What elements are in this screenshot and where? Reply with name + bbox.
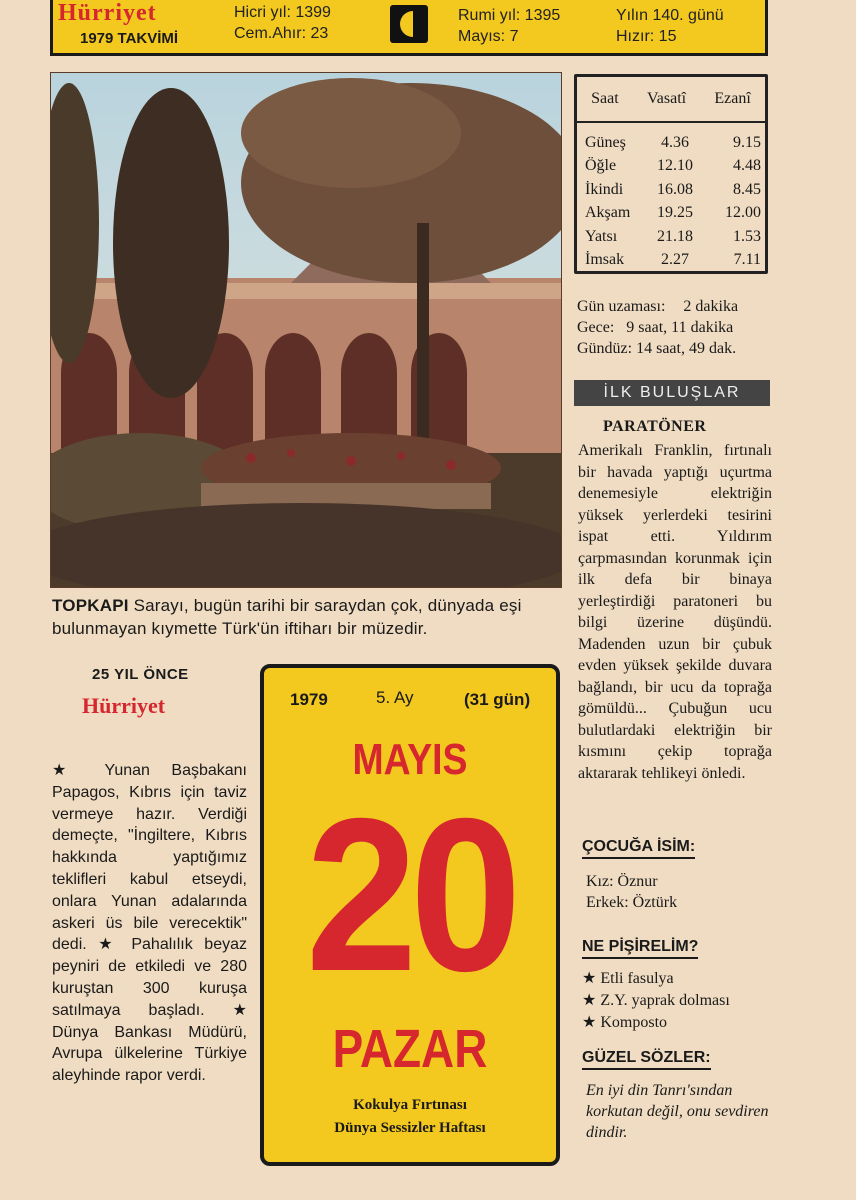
calendar-subtitle: 1979 TAKVİMİ xyxy=(80,30,179,47)
night-length: Gece: 9 saat, 11 dakika xyxy=(577,319,734,336)
prayer-row: Öğle 12.10 4.48 xyxy=(585,157,761,175)
paratoner-text: Amerikalı Franklin, fırtınalı bir havada yaptığı uçurtma denemesiyle elektriğin yüksek yerlerdeki tesirini ispat etti. Yıldırım çarpmasından korunmak için ilk defa bir binaya yerleştirdiği paratoneri bu bilgi üzerine düşündü. Madenden uzun bir çubuk evden yüksek şekilde duvara bağlandı, bir ucu da toprağa gömüldü... Çubuğun ucu bulutlardaki elektriğin bir kısmını çekip toprağa aktararak tehlikeyi önledi. xyxy=(578,442,772,782)
leaf-note-1: Kokulya Fırtınası xyxy=(353,1097,467,1113)
day-lengthening: Gün uzaması: 2 dakika xyxy=(577,298,739,315)
paratoner-heading: PARATÖNER xyxy=(603,418,707,435)
hijri-year: Hicri yıl: 1399 xyxy=(234,4,331,21)
guzel-sozler-text: En iyi din Tanrı'sından korkutan değil, onu sevdiren dindir. xyxy=(586,1082,769,1141)
cem-ahir: Cem.Ahır: 23 xyxy=(234,25,329,42)
menu-item: ★ Z.Y. yaprak dolması xyxy=(582,992,730,1009)
prayer-times-table xyxy=(574,74,768,274)
leaf-month-name: MAYIS xyxy=(352,735,468,784)
col-ezani: Ezanî xyxy=(714,90,751,107)
photo-caption xyxy=(52,594,582,640)
prayer-row: Yatsı 21.18 1.53 xyxy=(585,227,761,245)
caption-lead: TOPKAPI xyxy=(52,596,129,615)
prayer-row: İmsak 2.27 7.11 xyxy=(585,251,761,269)
prayer-row: Akşam 19.25 12.00 xyxy=(585,204,761,222)
ne-pisirelim-title: NE PİŞİRELİM? xyxy=(582,938,698,959)
moon-phase-icon xyxy=(390,5,428,43)
caption-text: Sarayı, bugün tarihi bir saraydan çok, dünyada eşi bulunmayan kıymette Türk'ün iftiharı bir müzedir. xyxy=(52,596,522,638)
leaf-month-days: (31 gün) xyxy=(464,690,531,709)
prayer-table-header xyxy=(577,77,765,123)
yil-once-title: 25 YIL ÖNCE xyxy=(92,666,189,683)
year-day: Yılın 140. günü xyxy=(616,7,724,24)
menu-item: ★ Komposto xyxy=(582,1014,668,1031)
topkapi-garden-image xyxy=(51,73,561,587)
boy-name: Erkek: Öztürk xyxy=(586,894,678,911)
guzel-sozler-title: GÜZEL SÖZLER: xyxy=(582,1049,711,1070)
brand-logo: Hürriyet xyxy=(58,0,157,26)
leaf-year: 1979 xyxy=(290,690,328,709)
leaf-day-number: 20 xyxy=(305,774,515,1017)
hizir-day: Hızır: 15 xyxy=(616,28,677,45)
leaf-weekday: PAZAR xyxy=(332,1019,488,1079)
prayer-row: Güneş 4.36 9.15 xyxy=(585,133,761,151)
col-vasati: Vasatî xyxy=(646,90,687,107)
daytime-length: Gündüz: 14 saat, 49 dak. xyxy=(577,340,737,357)
cocuga-isim-title: ÇOCUĞA İSİM: xyxy=(582,838,695,859)
ilk-buluslar-title: İLK BULUŞLAR xyxy=(574,380,770,406)
prayer-row: İkindi 16.08 8.45 xyxy=(585,180,761,198)
rumi-year: Rumi yıl: 1395 xyxy=(458,7,561,24)
menu-item: ★ Etli fasulya xyxy=(582,970,674,987)
yil-once-brand-logo: Hürriyet xyxy=(82,693,166,718)
rumi-month: Mayıs: 7 xyxy=(458,28,519,45)
yil-once-text: ★ Yunan Başbakanı Papagos, Kıbrıs için taviz vermeye hazır. Verdiği demeçte, "İngiltere, Kıbrıs hakkında yaptığımız teklifleri kabul etseydi, onlara Yunan adalarında askeri üs bile verecektik" dedi. ★ Pahalılık beyaz peyniri de etkiledi ve 280 kuruştan 300 kuruşa satılmaya başladı. ★ Dünya Bankası Müdürü, Avrupa ülkelerine Türkiye aleyhinde rapor verdi. xyxy=(52,762,247,1085)
topkapi-photo xyxy=(50,72,562,588)
girl-name: Kız: Öznur xyxy=(586,873,658,890)
leaf-note-2: Dünya Sessizler Haftası xyxy=(334,1120,486,1136)
leaf-month-number: 5. Ay xyxy=(376,688,414,707)
col-saat: Saat xyxy=(591,90,619,107)
